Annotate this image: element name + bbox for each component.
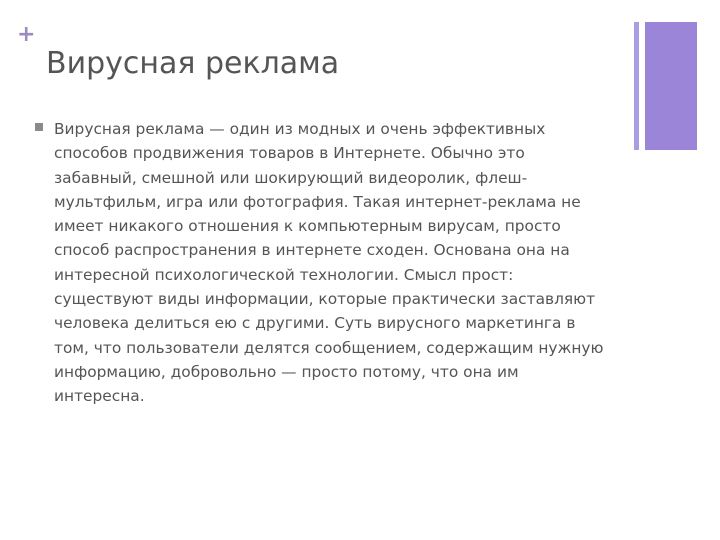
slide-title: Вирусная реклама (46, 46, 340, 81)
bullet-item (35, 117, 635, 409)
bullet-text (54, 117, 635, 409)
bullet-text-line: способ распространения в интернете сходен. Основана она на (54, 241, 570, 260)
bullet-text-line: том, что пользователи делятся сообщением, содержащим нужную (54, 338, 604, 357)
plus-icon: + (17, 22, 36, 47)
bullet-text-line: Вирусная реклама — один из модных и очень эффективных (54, 120, 546, 138)
bullet-text-line: существуют виды информации, которые практически заставляют (54, 290, 596, 309)
bullet-text-line: человека делиться ею с другими. Суть вирусного маркетинга в (54, 314, 576, 333)
bullet-text-line: забавный, смешной или шокирующий видеоролик, флеш- (54, 168, 528, 187)
bullet-text-line: мультфильм, игра или фотография. Такая интернет-реклама не (54, 192, 581, 211)
accent-bar-thick (645, 22, 697, 150)
bullet-text-line: интересна. (54, 387, 145, 406)
square-bullet-icon (35, 123, 43, 131)
bullet-text-line: способов продвижения товаров в Интернете. Обычно это (54, 144, 525, 163)
bullet-text-line: имеет никакого отношения к компьютерным вирусам, просто (54, 217, 561, 236)
bullet-text-line: информацию, добровольно — просто потому, что она им (54, 362, 519, 381)
slide-content (35, 117, 635, 409)
bullet-text-line: интересной психологической технологии. Смысл прост: (54, 265, 514, 284)
